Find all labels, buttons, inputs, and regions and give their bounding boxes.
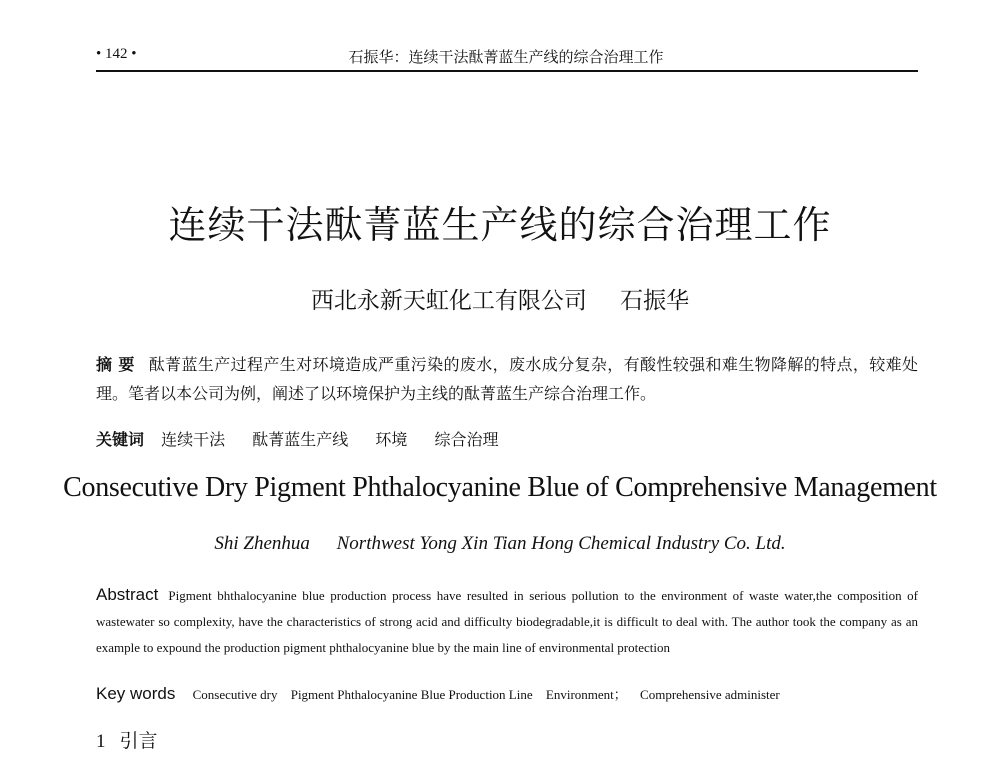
- page-number: • 142 •: [96, 46, 137, 62]
- keyword-cn: 连续干法: [161, 430, 226, 449]
- keywords-cn: [96, 427, 918, 450]
- keyword-en: Comprehensive administer: [640, 687, 780, 702]
- keyword-en: Environment；: [545, 687, 627, 702]
- author-name-en: Shi Zhenhua: [214, 533, 310, 554]
- keyword-cn: 综合治理: [434, 430, 499, 449]
- keyword-en: Pigment Phthalocyanine Blue Production Line: [290, 687, 533, 702]
- author-line: [0, 282, 1000, 315]
- keywords-en-label: Key words: [96, 684, 176, 703]
- abstract-en-text: Pigment bhthalocyanine blue production process have resulted in serious pollution to the environment of waste water,the composition of wastewater so complexity, have the characteristics of strong acid and difficulty biodegradable,it is difficult to deal with. The author took the company as an example to expound the production pigment phthalocyanine blue by the main line of environmental protection: [96, 588, 918, 655]
- page-header: [96, 42, 916, 68]
- abstract-cn-text: 酞菁蓝生产过程产生对环境造成严重污染的废水，废水成分复杂，有酸性较强和难生物降解的特点，较难处理。笔者以本公司为例，阐述了以环境保护为主线的酞菁蓝生产综合治理工作。: [96, 355, 918, 403]
- affiliation-en: Northwest Yong Xin Tian Hong Chemical Industry Co. Ltd.: [336, 533, 786, 554]
- author-name-cn: 石振华: [620, 288, 690, 314]
- abstract-cn: [96, 350, 918, 408]
- affiliation-cn: 西北永新天虹化工有限公司: [310, 288, 587, 314]
- keyword-cn: 酞菁蓝生产线: [252, 430, 349, 449]
- keyword-en: Consecutive dry: [192, 687, 278, 702]
- byline-en: [0, 533, 1000, 555]
- section-heading: [96, 726, 158, 753]
- abstract-en: [96, 582, 918, 661]
- article-title: 连续干法酞菁蓝生产线的综合治理工作: [168, 203, 832, 247]
- abstract-cn-label: 摘 要: [96, 355, 135, 374]
- keyword-cn: 环境: [375, 430, 408, 449]
- section-title: 引言: [119, 730, 158, 752]
- keywords-cn-label: 关键词: [96, 430, 145, 449]
- article-title-en: Consecutive Dry Pigment Phthalocyanine Blue of Comprehensive Management: [63, 472, 937, 503]
- section-number: 1: [96, 731, 106, 752]
- running-title: 石振华：连续干法酞菁蓝生产线的综合治理工作: [348, 48, 664, 66]
- abstract-en-label: Abstract: [96, 585, 159, 604]
- header-rule: [96, 70, 918, 72]
- keywords-en: [96, 684, 918, 704]
